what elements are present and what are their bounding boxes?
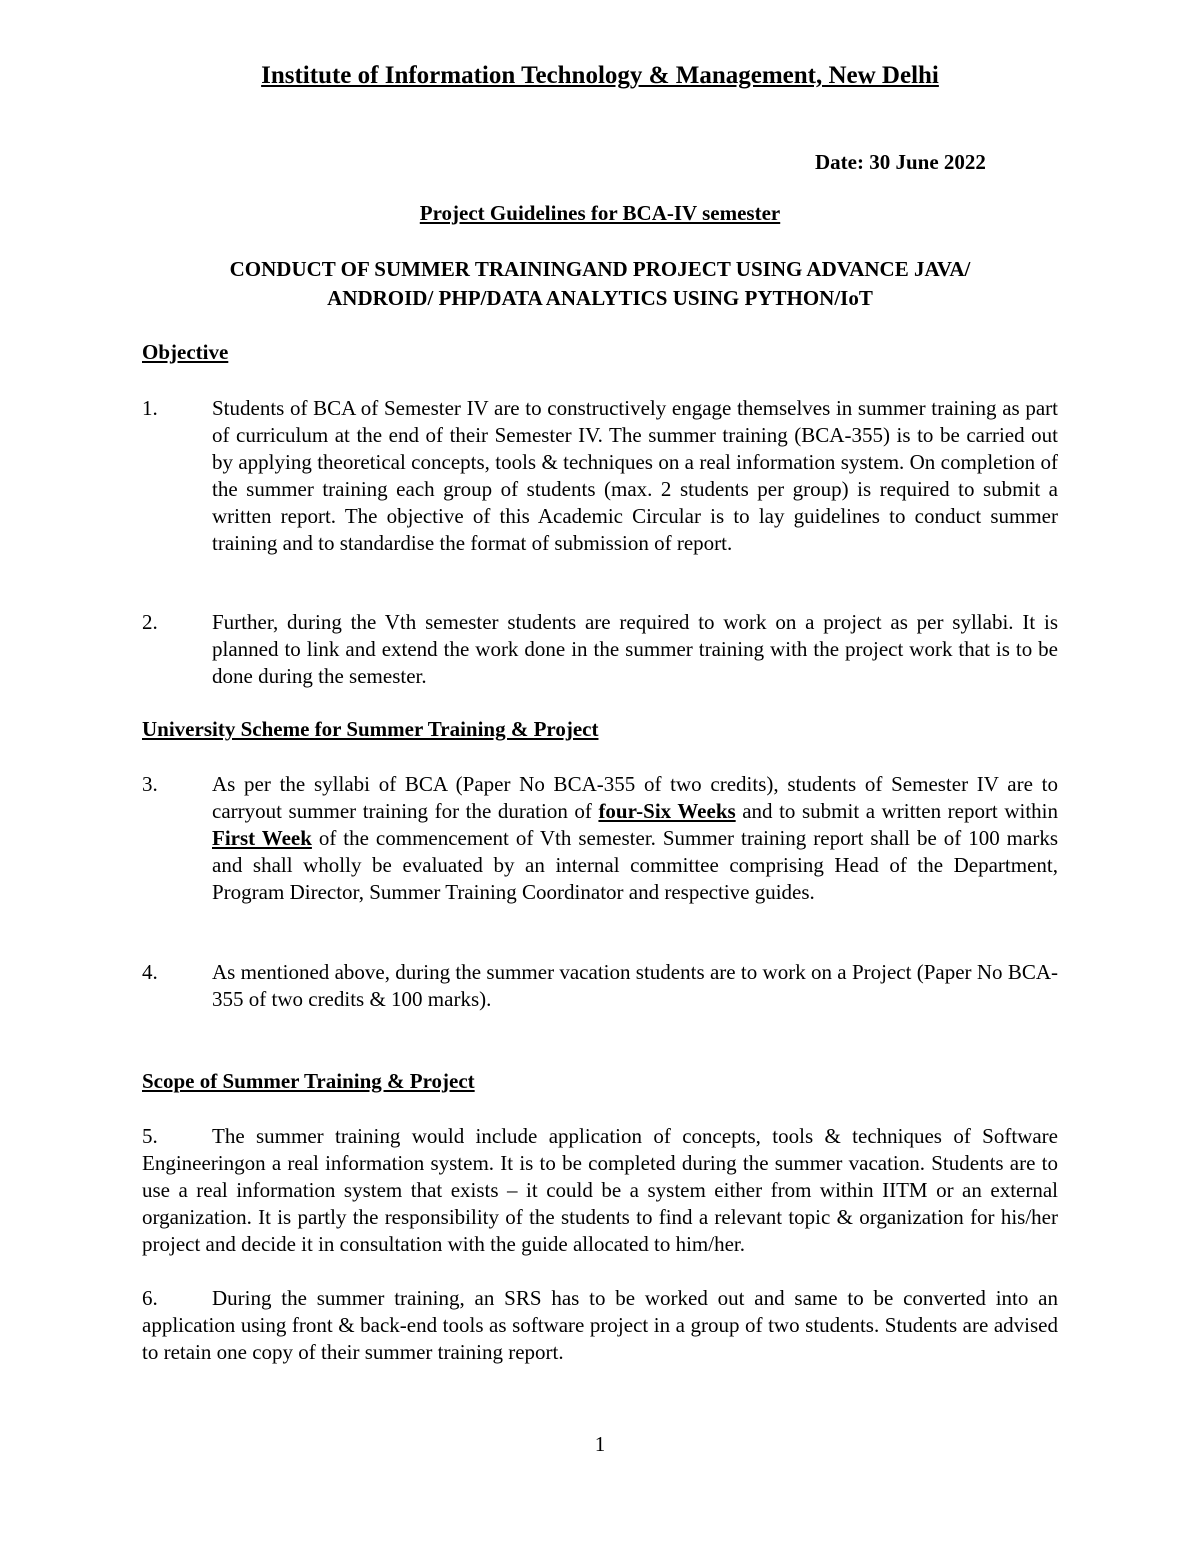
- item-2-number: 2.: [142, 610, 158, 634]
- duration-emphasis: four-Six Weeks: [598, 799, 736, 823]
- item-4-text: As mentioned above, during the summer vacation students are to work on a Project (Paper No BCA-355 of two credits & 100 marks).: [212, 960, 1058, 1011]
- item-3-number: 3.: [142, 772, 158, 796]
- page-number: 1: [594, 1432, 606, 1456]
- item-5-number: 5.: [142, 1124, 158, 1148]
- conduct-heading-line1: CONDUCT OF SUMMER TRAININGAND PROJECT USING ADVANCE JAVA/: [229, 257, 971, 281]
- guidelines-title: Project Guidelines for BCA-IV semester: [419, 201, 781, 225]
- item-3-text-part2: and to submit a written report within: [735, 799, 1058, 823]
- conduct-heading: [150, 255, 1050, 313]
- institute-title: Institute of Information Technology & Management, New Delhi: [261, 62, 939, 89]
- item-4-number: 4.: [142, 960, 158, 984]
- item-2-text: Further, during the Vth semester students are required to work on a project as per syllabi. It is planned to link and extend the work done in the summer training with the project work that is to be done during the semester.: [212, 610, 1058, 688]
- item-6-text: During the summer training, an SRS has to be worked out and same to be converted into an application using front & back-end tools as software project in a group of two students. Students are advised to retain one copy of their summer training report.: [142, 1286, 1058, 1364]
- item-3-text-part1: As per the syllabi of BCA (Paper No BCA-355 of two credits), students of Semester IV are to carryout summer training for the duration of: [212, 772, 1058, 823]
- document-date: Date: 30 June 2022: [815, 150, 986, 174]
- item-5-text: The summer training would include application of concepts, tools & techniques of Software Engineeringon a real information system. It is to be completed during the summer vacation. Students are to use a real information system that exists – it could be a system either from within IITM or an external organization. It is partly the responsibility of the students to find a relevant topic & organization for his/her project and decide it in consultation with the guide allocated to him/her.: [142, 1124, 1058, 1256]
- objective-heading: Objective: [142, 340, 229, 364]
- scope-heading: Scope of Summer Training & Project: [142, 1069, 475, 1093]
- item-6-paragraph: [142, 1285, 1058, 1366]
- item-3-text: [212, 771, 1058, 906]
- item-1-text: Students of BCA of Semester IV are to constructively engage themselves in summer training as part of curriculum at the end of their Semester IV. The summer training (BCA-355) is to be carried out by applying theoretical concepts, tools & techniques on a real information system. On completion of the summer training each group of students (max. 2 students per group) is required to submit a written report. The objective of this Academic Circular is to lay guidelines to conduct summer training and to standardise the format of submission of report.: [212, 396, 1058, 555]
- conduct-heading-line2: ANDROID/ PHP/DATA ANALYTICS USING PYTHON/IoT: [327, 286, 873, 310]
- deadline-emphasis: First Week: [212, 826, 312, 850]
- item-6-number: 6.: [142, 1286, 158, 1310]
- item-1-number: 1.: [142, 396, 158, 420]
- item-3-text-part3: of the commencement of Vth semester. Summer training report shall be of 100 marks and shall wholly be evaluated by an internal committee comprising Head of the Department, Program Director, Summer Training Coordinator and respective guides.: [212, 826, 1058, 904]
- university-scheme-heading: University Scheme for Summer Training & Project: [142, 717, 599, 741]
- item-5-paragraph: [142, 1123, 1058, 1258]
